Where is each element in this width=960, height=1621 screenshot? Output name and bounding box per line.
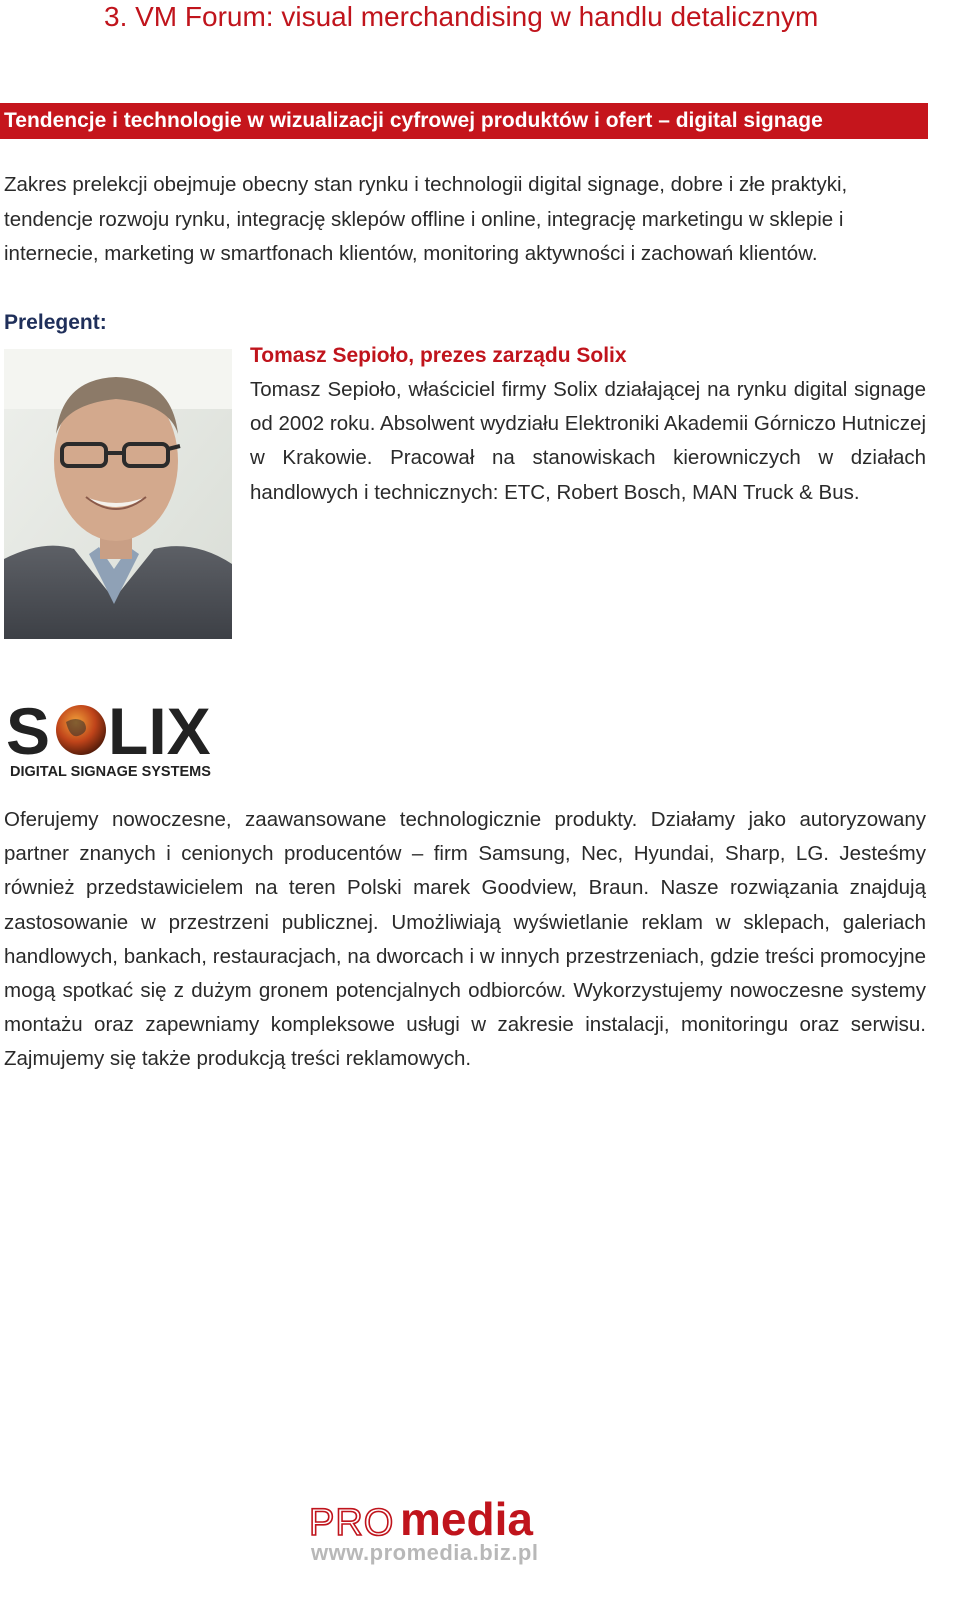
speaker-name: Tomasz Sepioło, prezes zarządu Solix	[250, 344, 627, 367]
solix-logo-subtitle: DIGITAL SIGNAGE SYSTEMS	[10, 764, 211, 780]
speaker-portrait-icon	[4, 349, 232, 639]
solix-logo-s: S	[6, 694, 51, 768]
promedia-url: www.promedia.biz.pl	[311, 1540, 539, 1565]
speaker-photo	[4, 349, 232, 639]
promedia-pro: PRO	[309, 1502, 395, 1544]
solix-logo-lix: LIX	[108, 694, 211, 768]
company-description: Oferujemy nowoczesne, zaawansowane technologicznie produkty. Działamy jako autoryzowany partner znanych i cenionych producentów – firm Samsung, Nec, Hyundai, Sharp, LG. Jesteśmy również przedstawicielem na teren Polski marek Goodview, Braun. Nasze rozwiązania znajdują zastosowanie w przestrzeni publicznej. Umożliwiają wyświetlanie reklam w sklepach, galeriach handlowych, bankach, restauracjach, na dworcach i w innych przestrzeniach, gdzie treści promocyjne mogą spotkać się z dużym gronem potencjalnych odbiorców. Wykorzystujemy nowoczesne systemy montażu oraz zapewniamy kompleksowe usługi w zakresie instalacji, monitoringu oraz serwisu. Zajmujemy się także produkcją treści reklamowych.	[4, 808, 926, 1071]
solix-logo	[4, 692, 224, 784]
speaker-bio: Tomasz Sepioło, właściciel firmy Solix działającej na rynku digital signage od 2002 roku. Absolwent wydziału Elektroniki Akademii Górniczo Hutniczej w Krakowie. Pracował na stanowiskach kierowniczych w działach handlowych i technicznych: ETC, Robert Bosch, MAN Truck & Bus.	[250, 378, 926, 504]
page-title: 3. VM Forum: visual merchandising w handlu detalicznym	[104, 1, 819, 32]
section-heading: Tendencje i technologie w wizualizacji cyfrowej produktów i ofert – digital signage	[4, 109, 823, 132]
promedia-logo	[305, 1495, 625, 1565]
speaker-label: Prelegent:	[4, 311, 107, 334]
section-heading-bar	[0, 103, 928, 139]
talk-description: Zakres prelekcji obejmuje obecny stan rynku i technologii digital signage, dobre i złe praktyki, tendencje rozwoju rynku, integrację sklepów offline i online, integrację marketingu w sklepie i internecie, marketing w smartfonach klientów, monitoring aktywności i zachowań klientów.	[4, 173, 848, 265]
promedia-media: media	[400, 1495, 533, 1545]
speaker-bio-block	[250, 339, 926, 510]
